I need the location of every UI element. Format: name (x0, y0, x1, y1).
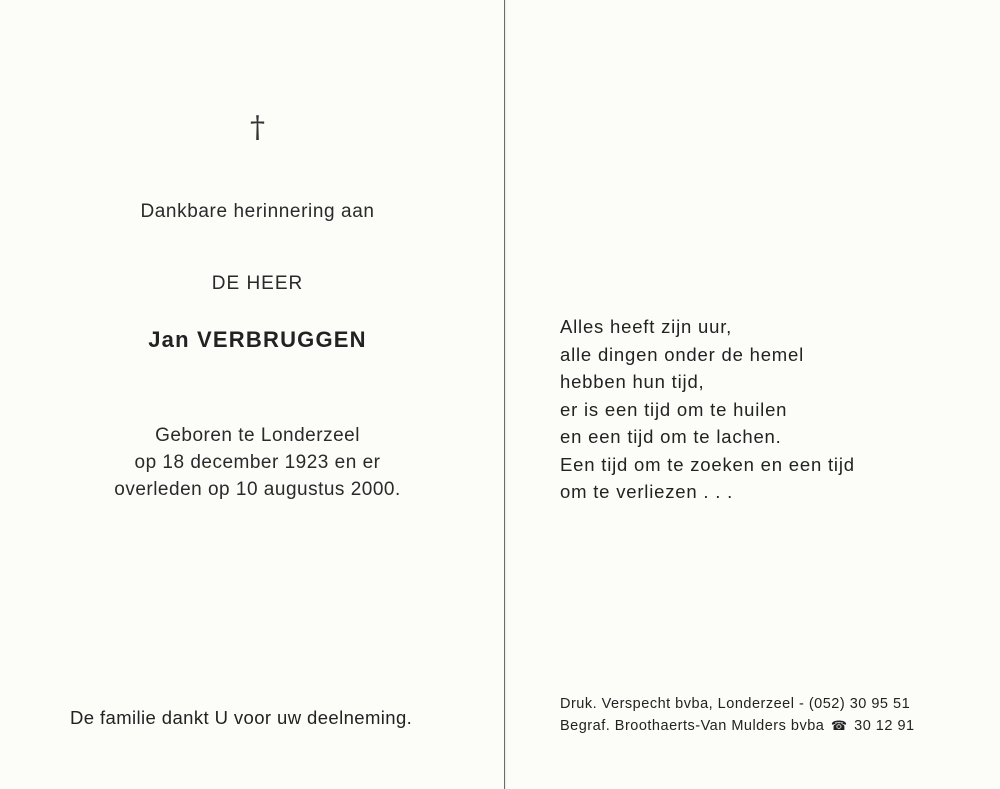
deceased-name: Jan VERBRUGGEN (148, 327, 367, 352)
intro-text: Dankbare herinnering aan (140, 201, 375, 222)
poem-line: hebben hun tijd, (560, 371, 705, 392)
poem (560, 313, 855, 506)
poem-line: om te verliezen . . . (560, 481, 734, 502)
undertaker-phone: 30 12 91 (854, 718, 915, 734)
printer-line: Druk. Verspecht bvba, Londerzeel - (052) 30 95 51 (560, 696, 911, 712)
undertaker-line (560, 715, 915, 738)
birth-place-line: Geboren te Londerzeel (155, 425, 360, 446)
cross-icon: † (250, 110, 265, 145)
poem-line: er is een tijd om te huilen (560, 398, 788, 420)
poem-line: alle dingen onder de hemel (560, 343, 804, 365)
telephone-icon: ☎ (830, 719, 848, 734)
birth-date-line: op 18 december 1923 en er (134, 452, 381, 473)
life-details (0, 422, 515, 503)
poem-line: Een tijd om te zoeken en een tijd (560, 453, 855, 475)
thanks-text: De familie dankt U voor uw deelneming. (70, 707, 413, 728)
death-date-line: overleden op 10 augustus 2000. (114, 479, 401, 500)
honorific: DE HEER (211, 273, 304, 294)
imprint (560, 693, 915, 738)
undertaker-name: Begraf. Broothaerts-Van Mulders bvba (560, 718, 825, 734)
poem-line: en een tijd om te lachen. (560, 426, 782, 447)
poem-line: Alles heeft zijn uur, (560, 316, 733, 337)
